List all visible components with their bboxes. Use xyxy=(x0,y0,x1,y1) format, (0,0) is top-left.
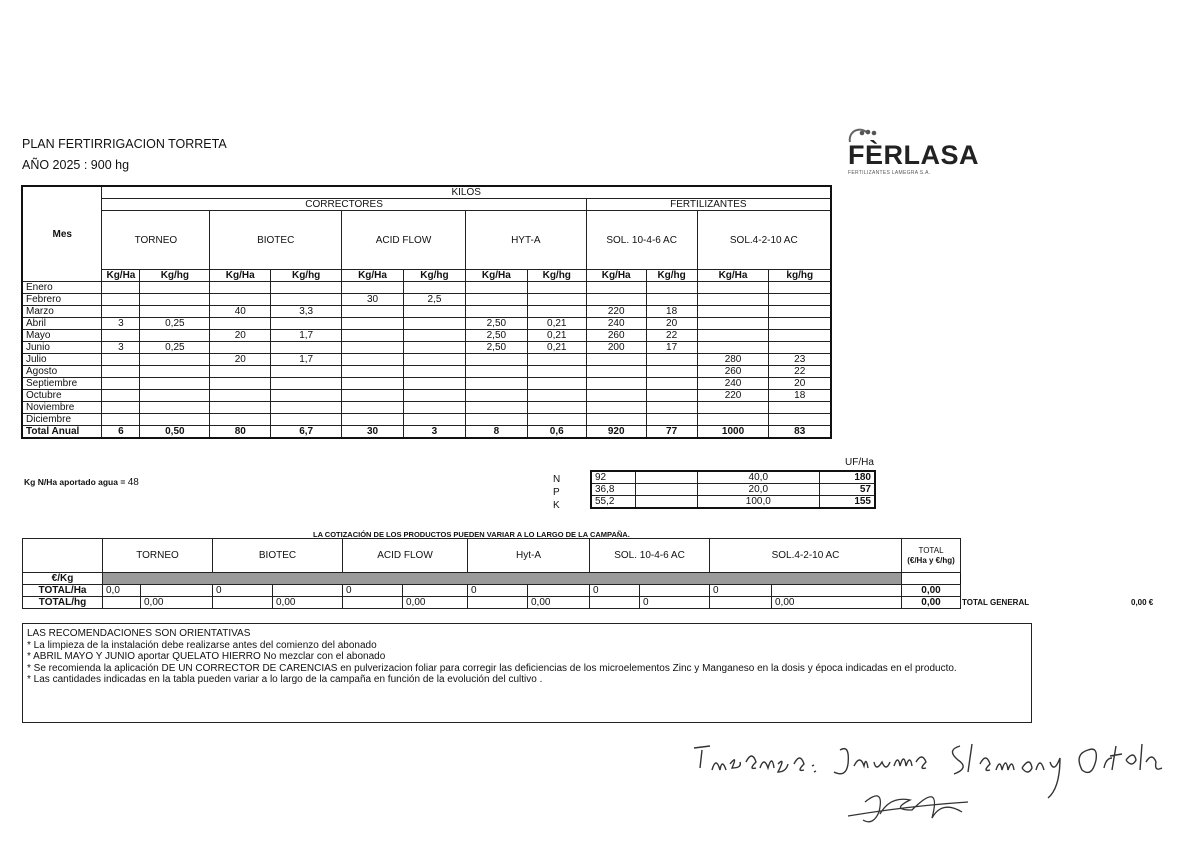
npk-value-c: 20,0 xyxy=(697,484,819,496)
plan-cell xyxy=(271,414,342,426)
plan-cell xyxy=(697,414,769,426)
unit-header: kg/hg xyxy=(769,270,831,282)
npk-total: 180 xyxy=(819,471,875,484)
product-header: TORNEO xyxy=(102,211,210,270)
plan-cell xyxy=(403,354,465,366)
plan-cell xyxy=(271,366,342,378)
plan-cell xyxy=(769,402,831,414)
month-row xyxy=(22,306,831,318)
unit-header: Kg/Ha xyxy=(697,270,769,282)
plan-cell xyxy=(465,378,527,390)
plan-cell xyxy=(102,390,140,402)
unit-header: Kg/hg xyxy=(140,270,210,282)
npk-table xyxy=(590,470,876,509)
plan-cell xyxy=(342,390,404,402)
plan-cell xyxy=(465,390,527,402)
plan-cell xyxy=(403,390,465,402)
plan-cell xyxy=(465,354,527,366)
price-empty-cell xyxy=(343,597,403,609)
plan-cell: 2,50 xyxy=(465,342,527,354)
plan-cell: 18 xyxy=(646,306,697,318)
plan-cell: 20 xyxy=(210,330,271,342)
plan-cell: 30 xyxy=(342,294,404,306)
recommendations-title: LAS RECOMENDACIONES SON ORIENTATIVAS xyxy=(27,628,251,639)
npk-total: 155 xyxy=(819,496,875,509)
total-anual-cell: 8 xyxy=(465,426,527,439)
price-total-hg-cell: 0,00 xyxy=(403,597,468,609)
plan-cell xyxy=(697,402,769,414)
plan-cell: 260 xyxy=(697,366,769,378)
plan-cell xyxy=(527,390,586,402)
plan-cell xyxy=(465,402,527,414)
plan-cell xyxy=(210,390,271,402)
unit-header: Kg/Ha xyxy=(342,270,404,282)
recommendation-item: * Las cantidades indicadas en la tabla pueden variar a lo largo de la campaña en función de la evolución del cultivo . xyxy=(27,674,543,685)
plan-cell: 240 xyxy=(697,378,769,390)
plan-cell xyxy=(140,282,210,294)
total-anual-cell: 0,6 xyxy=(527,426,586,439)
plan-cell xyxy=(586,414,646,426)
plan-cell xyxy=(527,306,586,318)
price-notice: LA COTIZACIÓN DE LOS PRODUCTOS PUEDEN VARIAR A LO LARGO DE LA CAMPAÑA. xyxy=(313,530,630,539)
unit-header: Kg/Ha xyxy=(465,270,527,282)
plan-cell: 240 xyxy=(586,318,646,330)
product-header: BIOTEC xyxy=(210,211,342,270)
price-total-ha-cell: 0 xyxy=(213,585,273,597)
price-total-hg-cell: 0,00 xyxy=(141,597,213,609)
month-row xyxy=(22,414,831,426)
plan-cell xyxy=(102,366,140,378)
unit-header: Kg/hg xyxy=(527,270,586,282)
month-label: Marzo xyxy=(22,306,102,318)
plan-cell xyxy=(140,294,210,306)
price-total-hg-cell: 0,00 xyxy=(273,597,343,609)
plan-cell xyxy=(403,318,465,330)
plan-cell xyxy=(769,318,831,330)
npk-row xyxy=(591,496,875,509)
plan-cell xyxy=(646,390,697,402)
month-row xyxy=(22,318,831,330)
npk-nutrient-label: K xyxy=(553,500,560,511)
month-row xyxy=(22,378,831,390)
npk-value-b xyxy=(636,471,697,484)
product-header: ACID FLOW xyxy=(342,211,466,270)
price-product-header: TORNEO xyxy=(103,539,213,573)
plan-cell xyxy=(102,402,140,414)
plan-cell: 0,21 xyxy=(527,330,586,342)
plan-cell xyxy=(527,354,586,366)
npk-value-c: 40,0 xyxy=(697,471,819,484)
plan-cell xyxy=(697,306,769,318)
total-anual-cell: 920 xyxy=(586,426,646,439)
unit-header: Kg/Ha xyxy=(210,270,271,282)
total-anual-cell: 6,7 xyxy=(271,426,342,439)
fertilizantes-header: FERTILIZANTES xyxy=(586,199,831,211)
price-product-header: BIOTEC xyxy=(213,539,343,573)
price-table xyxy=(22,538,961,609)
eur-kg-inputs[interactable] xyxy=(103,573,902,585)
plan-cell xyxy=(271,342,342,354)
plan-cell xyxy=(102,294,140,306)
price-empty-cell xyxy=(141,585,213,597)
kilos-header: KILOS xyxy=(102,186,831,199)
price-total-ha-cell: 0 xyxy=(343,585,403,597)
plan-cell xyxy=(646,402,697,414)
price-total-hg-cell: 0 xyxy=(640,597,710,609)
plan-cell: 22 xyxy=(769,366,831,378)
plan-cell: 0,25 xyxy=(140,342,210,354)
plan-cell xyxy=(210,342,271,354)
plan-cell: 23 xyxy=(769,354,831,366)
plan-cell: 20 xyxy=(769,378,831,390)
month-row xyxy=(22,354,831,366)
plan-cell xyxy=(769,414,831,426)
product-header: SOL.4-2-10 AC xyxy=(697,211,831,270)
price-total-hg-sum: 0,00 xyxy=(902,597,961,609)
price-corner xyxy=(23,539,103,573)
price-total-ha-cell: 0 xyxy=(468,585,528,597)
plan-cell: 260 xyxy=(586,330,646,342)
plan-cell: 2,5 xyxy=(403,294,465,306)
plan-cell xyxy=(527,414,586,426)
plan-cell: 3 xyxy=(102,342,140,354)
month-label: Abril xyxy=(22,318,102,330)
month-row xyxy=(22,342,831,354)
plan-cell xyxy=(697,294,769,306)
plan-cell: 0,21 xyxy=(527,342,586,354)
plan-cell xyxy=(697,282,769,294)
unit-header: Kg/hg xyxy=(271,270,342,282)
plan-cell xyxy=(403,366,465,378)
price-total-ha-cell: 0 xyxy=(590,585,640,597)
logo-subtitle: FERTILIZANTES LAMEGRA S.A. xyxy=(848,170,931,176)
plan-cell xyxy=(403,378,465,390)
month-row xyxy=(22,330,831,342)
price-total-ha-cell: 0,0 xyxy=(103,585,141,597)
product-header: SOL. 10-4-6 AC xyxy=(586,211,697,270)
plan-cell xyxy=(697,342,769,354)
price-product-header: SOL.4-2-10 AC xyxy=(710,539,902,573)
plan-cell: 200 xyxy=(586,342,646,354)
plan-cell xyxy=(140,330,210,342)
plan-cell xyxy=(527,282,586,294)
plan-cell xyxy=(403,342,465,354)
plan-cell xyxy=(527,294,586,306)
plan-cell xyxy=(586,390,646,402)
total-anual-cell: 6 xyxy=(102,426,140,439)
plan-cell: 3,3 xyxy=(271,306,342,318)
plan-year: AÑO 2025 : 900 hg xyxy=(22,158,130,172)
plan-cell xyxy=(403,282,465,294)
month-label: Enero xyxy=(22,282,102,294)
unit-header: Kg/Ha xyxy=(586,270,646,282)
month-label: Agosto xyxy=(22,366,102,378)
unit-header: Kg/hg xyxy=(403,270,465,282)
month-label: Mayo xyxy=(22,330,102,342)
plan-cell xyxy=(140,414,210,426)
plan-cell xyxy=(769,294,831,306)
plan-cell xyxy=(210,402,271,414)
plan-cell: 1,7 xyxy=(271,330,342,342)
plan-title: PLAN FERTIRRIGACION TORRETA xyxy=(22,137,227,151)
plan-cell xyxy=(465,414,527,426)
plan-cell xyxy=(646,366,697,378)
price-empty-cell xyxy=(468,597,528,609)
recommendation-item: * La limpieza de la instalación debe realizarse antes del comienzo del abonado xyxy=(27,639,377,651)
plan-cell xyxy=(102,282,140,294)
plan-cell xyxy=(586,402,646,414)
total-ha-label: TOTAL/Ha xyxy=(23,585,103,597)
total-general-label: TOTAL GENERAL xyxy=(962,598,1030,607)
npk-value-b xyxy=(636,484,697,496)
plan-cell: 22 xyxy=(646,330,697,342)
total-anual-cell: 80 xyxy=(210,426,271,439)
price-empty-cell xyxy=(103,597,141,609)
plan-cell xyxy=(140,354,210,366)
price-empty-cell xyxy=(273,585,343,597)
plan-cell xyxy=(342,354,404,366)
npk-total: 57 xyxy=(819,484,875,496)
fertigation-plan-table xyxy=(21,185,832,439)
plan-cell xyxy=(102,330,140,342)
month-label: Febrero xyxy=(22,294,102,306)
plan-cell: 0,25 xyxy=(140,318,210,330)
plan-cell xyxy=(527,378,586,390)
plan-cell xyxy=(586,378,646,390)
npk-value-a: 36,8 xyxy=(591,484,636,496)
plan-cell xyxy=(271,402,342,414)
plan-cell xyxy=(271,390,342,402)
price-empty-cell xyxy=(772,585,902,597)
month-label: Julio xyxy=(22,354,102,366)
ferlasa-logo xyxy=(842,128,1002,180)
plan-cell xyxy=(465,306,527,318)
unit-header: Kg/Ha xyxy=(102,270,140,282)
plan-cell xyxy=(769,306,831,318)
plan-cell: 220 xyxy=(697,390,769,402)
water-n-label: Kg N/Ha aportado agua = 48 xyxy=(24,477,139,488)
month-label: Noviembre xyxy=(22,402,102,414)
plan-cell: 20 xyxy=(646,318,697,330)
plan-cell xyxy=(140,366,210,378)
plan-cell xyxy=(403,414,465,426)
plan-cell xyxy=(102,414,140,426)
month-row xyxy=(22,366,831,378)
price-empty-cell xyxy=(590,597,640,609)
month-label: Junio xyxy=(22,342,102,354)
npk-value-b xyxy=(636,496,697,509)
plan-cell: 2,50 xyxy=(465,330,527,342)
plan-cell xyxy=(210,414,271,426)
plan-cell xyxy=(769,282,831,294)
month-row xyxy=(22,402,831,414)
plan-cell xyxy=(465,294,527,306)
plan-cell xyxy=(210,282,271,294)
plan-cell xyxy=(646,294,697,306)
npk-row xyxy=(591,471,875,484)
plan-cell xyxy=(527,402,586,414)
total-anual-cell: 3 xyxy=(403,426,465,439)
price-total-ha-cell: 0 xyxy=(710,585,772,597)
month-row xyxy=(22,390,831,402)
unit-header: Kg/hg xyxy=(646,270,697,282)
plan-cell xyxy=(342,414,404,426)
plan-cell xyxy=(342,306,404,318)
total-general-value: 0,00 € xyxy=(1131,598,1154,607)
plan-cell xyxy=(342,402,404,414)
plan-cell xyxy=(403,402,465,414)
plan-cell xyxy=(102,354,140,366)
npk-nutrient-label: P xyxy=(553,487,560,498)
plan-cell xyxy=(586,366,646,378)
plan-cell xyxy=(342,318,404,330)
plan-cell: 280 xyxy=(697,354,769,366)
price-empty-cell xyxy=(403,585,468,597)
plan-cell xyxy=(586,282,646,294)
month-label: Septiembre xyxy=(22,378,102,390)
plan-cell: 2,50 xyxy=(465,318,527,330)
price-total-hg-cell: 0,00 xyxy=(528,597,590,609)
recommendations-box xyxy=(22,623,1032,723)
plan-cell xyxy=(403,330,465,342)
plan-cell xyxy=(342,282,404,294)
plan-cell xyxy=(586,294,646,306)
total-anual-cell: 83 xyxy=(769,426,831,439)
total-anual-cell: 1000 xyxy=(697,426,769,439)
plan-cell xyxy=(342,342,404,354)
plan-cell xyxy=(210,318,271,330)
plan-cell: 3 xyxy=(102,318,140,330)
plan-cell xyxy=(527,366,586,378)
plan-cell xyxy=(271,318,342,330)
month-row xyxy=(22,282,831,294)
price-total-header: TOTAL (€/Ha y €/hg) xyxy=(902,539,961,573)
water-n-value: 48 xyxy=(127,477,139,488)
plan-cell: 17 xyxy=(646,342,697,354)
price-product-header: Hyt-A xyxy=(468,539,590,573)
uf-ha-label: UF/Ha xyxy=(845,457,874,468)
plan-cell: 18 xyxy=(769,390,831,402)
plan-cell: 1,7 xyxy=(271,354,342,366)
plan-cell xyxy=(697,318,769,330)
npk-nutrient-label: N xyxy=(553,474,561,485)
plan-cell xyxy=(646,354,697,366)
month-row xyxy=(22,294,831,306)
plan-cell xyxy=(646,282,697,294)
total-anual-cell: 77 xyxy=(646,426,697,439)
month-label: Octubre xyxy=(22,390,102,402)
total-hg-label: TOTAL/hg xyxy=(23,597,103,609)
plan-cell xyxy=(646,414,697,426)
plan-cell xyxy=(140,378,210,390)
mes-header: Mes xyxy=(22,186,102,282)
plan-cell xyxy=(271,378,342,390)
plan-cell xyxy=(586,354,646,366)
recommendation-item: * Se recomienda la aplicación DE UN CORRECTOR DE CARENCIAS en pulverizacion foliar para corregir las deficiencias de los microelementos Zinc y Manganeso en la dosis y época indicadas en el producto. xyxy=(27,662,957,674)
npk-value-a: 92 xyxy=(591,471,636,484)
month-label: Diciembre xyxy=(22,414,102,426)
total-anual-cell: 30 xyxy=(342,426,404,439)
plan-cell xyxy=(210,366,271,378)
plan-cell xyxy=(769,330,831,342)
plan-cell xyxy=(342,378,404,390)
plan-cell xyxy=(210,294,271,306)
total-anual-cell: 0,50 xyxy=(140,426,210,439)
plan-cell xyxy=(271,294,342,306)
npk-value-a: 55,2 xyxy=(591,496,636,509)
npk-row xyxy=(591,484,875,496)
plan-cell xyxy=(403,306,465,318)
engineer-signature xyxy=(690,740,1170,830)
eur-kg-label: €/Kg xyxy=(23,573,103,585)
price-empty-cell xyxy=(710,597,772,609)
correctores-header: CORRECTORES xyxy=(102,199,586,211)
plan-cell: 0,21 xyxy=(527,318,586,330)
price-product-header: ACID FLOW xyxy=(343,539,468,573)
plan-cell: 40 xyxy=(210,306,271,318)
total-anual-label: Total Anual xyxy=(22,426,102,439)
plan-cell: 220 xyxy=(586,306,646,318)
plan-cell: 20 xyxy=(210,354,271,366)
plan-cell xyxy=(465,282,527,294)
recommendation-item: * ABRIL MAYO Y JUNIO aportar QUELATO HIERRO No mezclar con el abonado xyxy=(27,651,386,662)
npk-value-c: 100,0 xyxy=(697,496,819,509)
price-product-header: SOL. 10-4-6 AC xyxy=(590,539,710,573)
plan-cell xyxy=(342,330,404,342)
plan-cell xyxy=(646,378,697,390)
price-empty-cell xyxy=(640,585,710,597)
plan-cell xyxy=(140,390,210,402)
plan-cell xyxy=(769,342,831,354)
product-header: HYT-A xyxy=(465,211,586,270)
plan-cell xyxy=(210,378,271,390)
logo-wordmark: FÈRLASA xyxy=(848,140,979,170)
plan-cell xyxy=(697,330,769,342)
plan-cell xyxy=(140,306,210,318)
plan-cell xyxy=(342,366,404,378)
plan-cell xyxy=(465,366,527,378)
plan-cell xyxy=(102,378,140,390)
plan-cell xyxy=(140,402,210,414)
price-empty-cell xyxy=(213,597,273,609)
plan-cell xyxy=(102,306,140,318)
price-total-hg-cell: 0,00 xyxy=(772,597,902,609)
price-total-ha-sum: 0,00 xyxy=(902,585,961,597)
price-empty-cell xyxy=(528,585,590,597)
plan-cell xyxy=(271,282,342,294)
